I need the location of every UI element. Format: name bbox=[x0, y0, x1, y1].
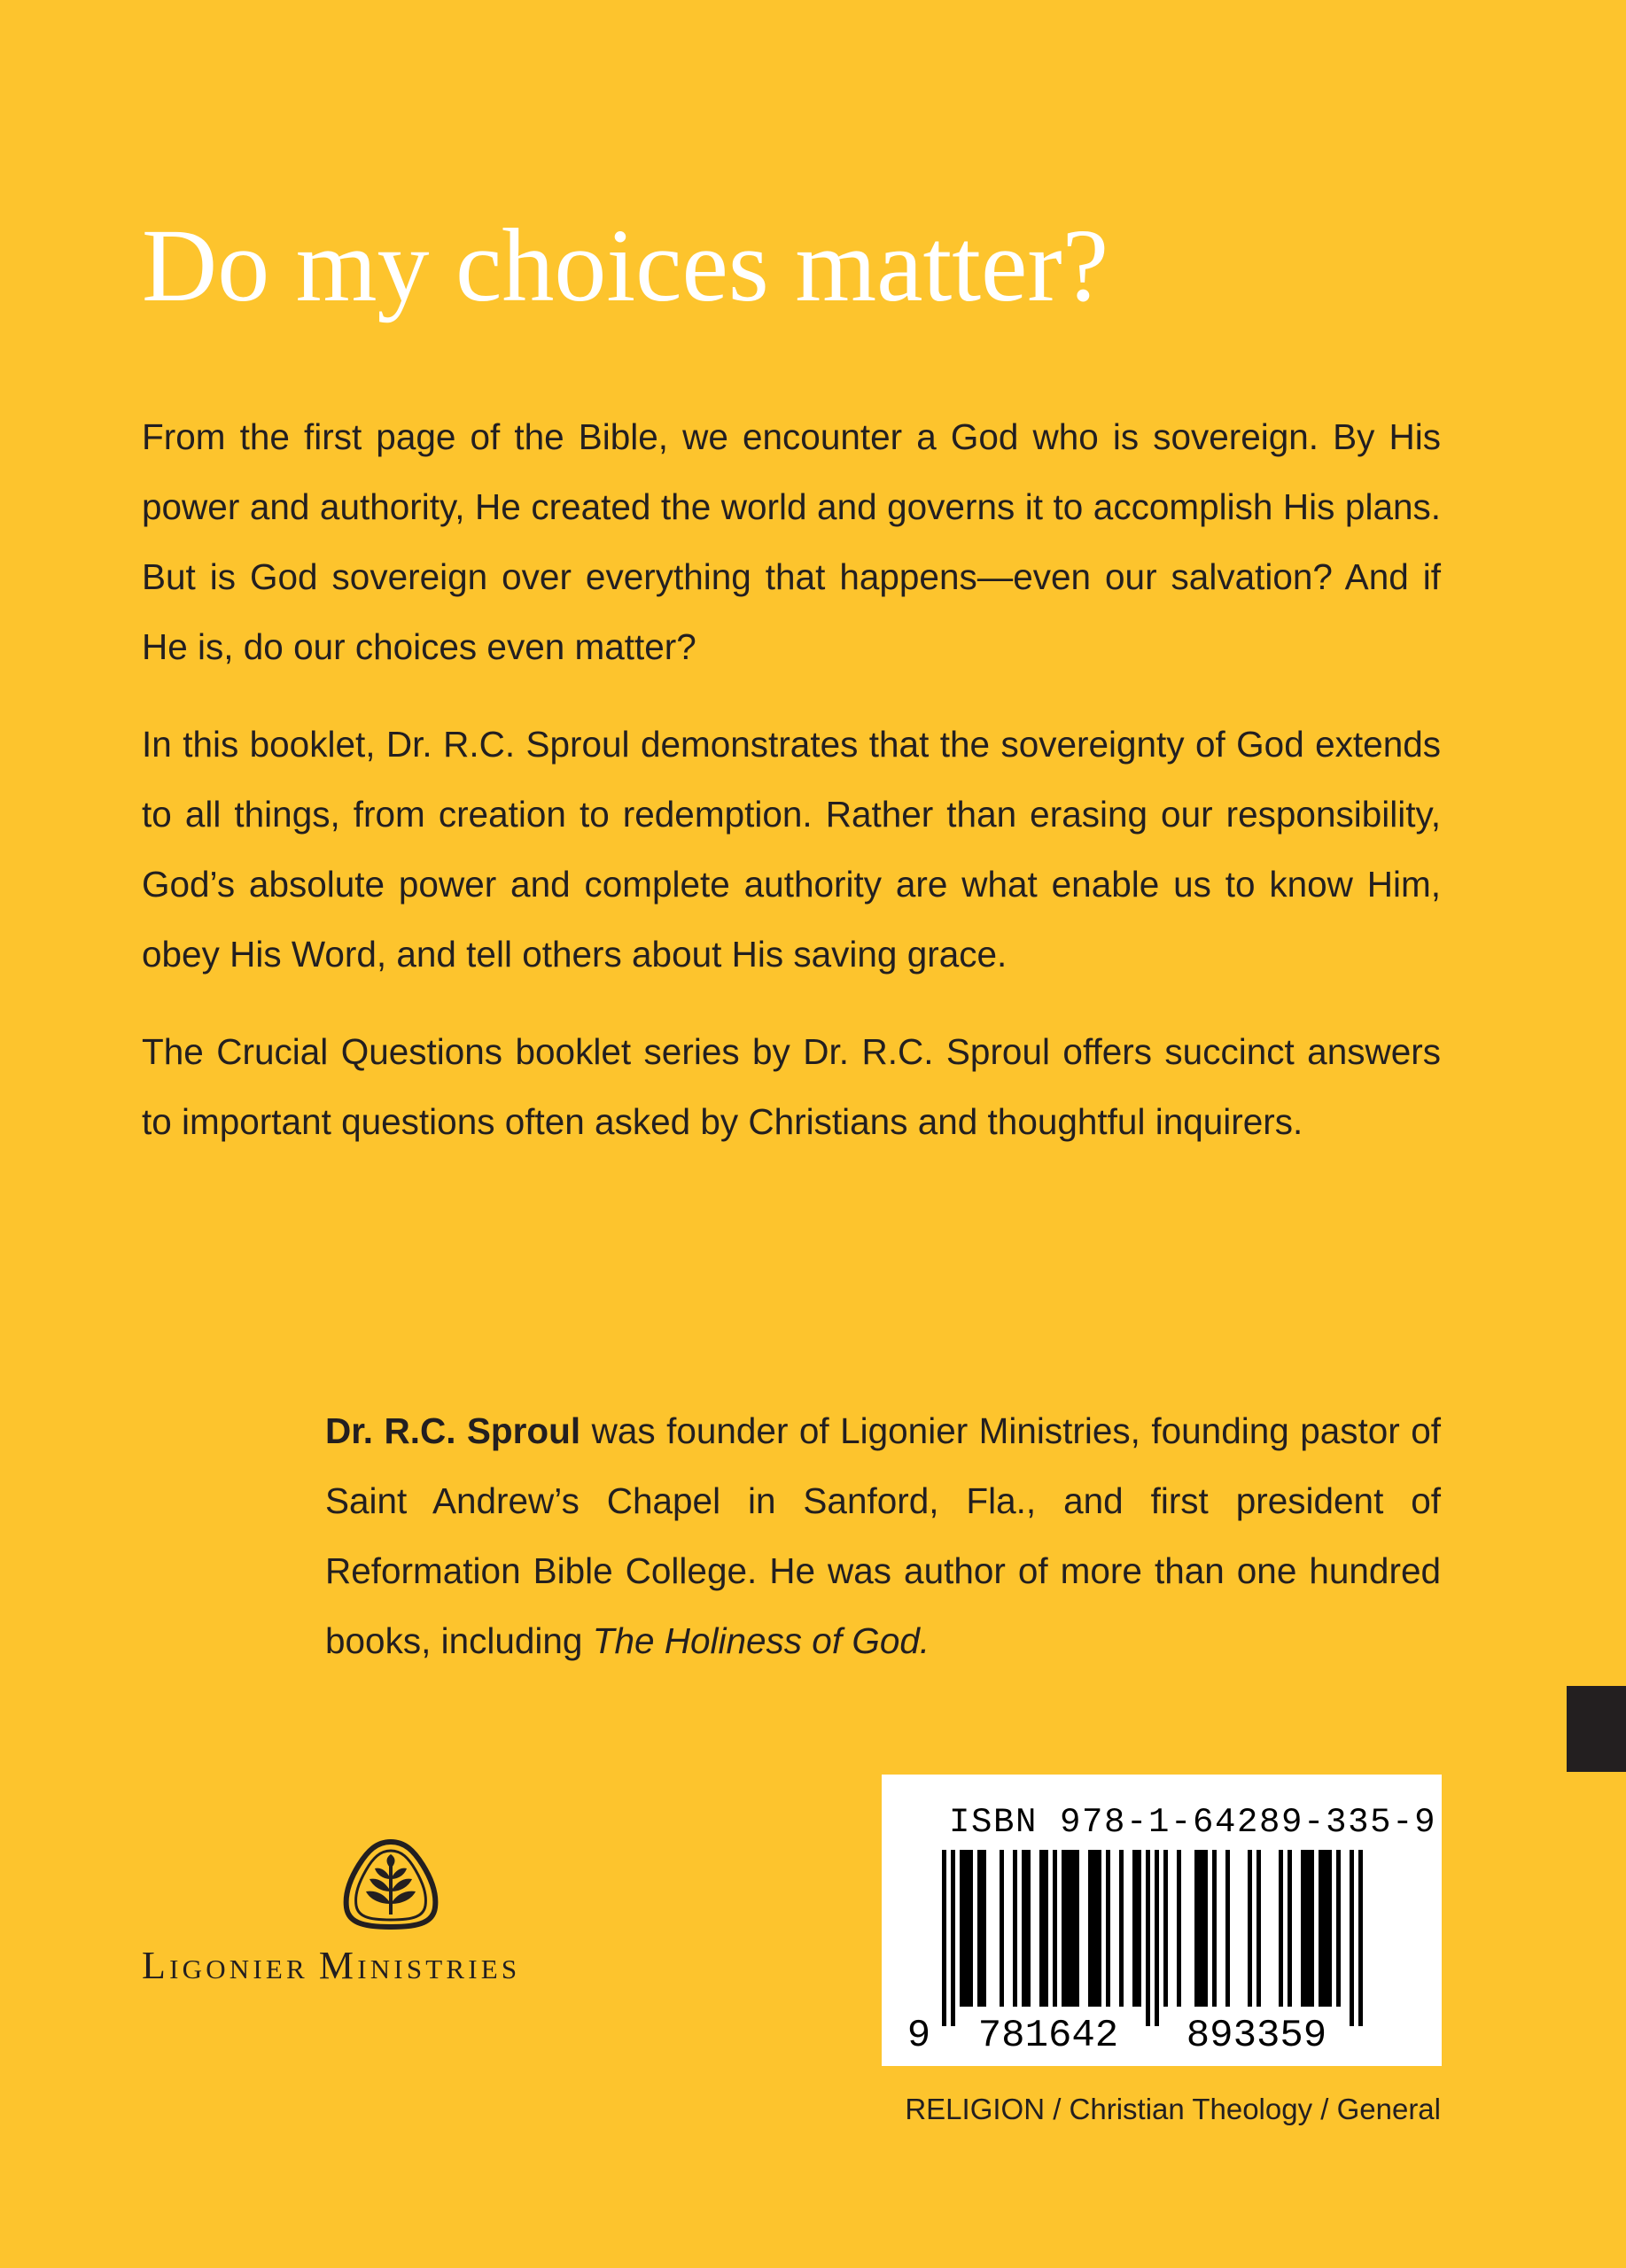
barcode-bar bbox=[1301, 1850, 1305, 2007]
publisher-name bbox=[142, 1943, 647, 1988]
barcode-bar bbox=[1106, 1850, 1110, 2007]
isbn-label: ISBN 978-1-64289-335-9 bbox=[949, 1803, 1437, 1842]
barcode-bar bbox=[1194, 1850, 1199, 2007]
barcode-bar bbox=[1066, 1850, 1070, 2007]
publisher-name-rest: INISTRIES bbox=[357, 1953, 521, 1984]
barcode-guard-bar bbox=[1146, 1850, 1150, 2026]
barcode-bar bbox=[964, 1850, 969, 2007]
edge-tab-mark bbox=[1567, 1686, 1626, 1772]
author-bio bbox=[325, 1396, 1441, 1676]
barcode-guard-bar bbox=[1358, 1850, 1363, 2026]
author-book-title: The Holiness of God. bbox=[592, 1620, 930, 1661]
barcode-bar bbox=[1256, 1850, 1261, 2007]
description-paragraph: From the first page of the Bible, we encounter a God who is sovereign. By His power and authority, He created the world and governs it to accomplish His plans. But is God sovereign over everything that happens—even our salvation? And if He is, do our choices even matter? bbox=[142, 416, 1441, 667]
barcode-digits-left: 781642 bbox=[977, 2014, 1119, 2058]
barcode-bar bbox=[1319, 1850, 1323, 2007]
barcode-bar bbox=[969, 1850, 973, 2007]
barcode-guard-bar bbox=[1350, 1850, 1354, 2026]
barcode-bar bbox=[1075, 1850, 1079, 2007]
barcode-bar bbox=[1279, 1850, 1283, 2007]
barcode-guard-bar bbox=[942, 1850, 946, 2026]
tree-in-shield-icon bbox=[341, 1838, 440, 1930]
barcode-digit-lead: 9 bbox=[906, 2014, 931, 2058]
barcode-bar bbox=[1026, 1850, 1031, 2007]
barcode-bar bbox=[1336, 1850, 1341, 2007]
publisher-name-initial: L bbox=[142, 1944, 170, 1987]
description-paragraph: In this booklet, Dr. R.C. Sproul demonstrates that the sovereignty of God extends to all things, from creation to redemption. Rather than erasing our responsibility, God’s absolute power and complete authority are what enable us to know Him, obey His Word, and tell others about His saving grace. bbox=[142, 724, 1441, 975]
barcode-bar bbox=[1305, 1850, 1310, 2007]
description bbox=[142, 402, 1441, 1184]
barcode-guard-bar bbox=[1155, 1850, 1159, 2026]
barcode-bar bbox=[1088, 1850, 1093, 2007]
description-paragraph: The Crucial Questions booklet series by Dr. R.C. Sproul offers succinct answers to important questions often asked by Christians and thoughtful inquirers. bbox=[142, 1031, 1441, 1142]
barcode-bar bbox=[1097, 1850, 1101, 2007]
barcode-bar bbox=[1310, 1850, 1314, 2007]
barcode-guard-bar bbox=[951, 1850, 955, 2026]
author-name: Dr. R.C. Sproul bbox=[325, 1410, 581, 1451]
barcode-bar bbox=[960, 1850, 964, 2007]
barcode-bar bbox=[977, 1850, 982, 2007]
publisher-name-initial: M bbox=[318, 1944, 358, 1987]
barcode-bar bbox=[1199, 1850, 1203, 2007]
barcode-bar bbox=[1070, 1850, 1075, 2007]
publisher-name-rest: IGONIER bbox=[169, 1953, 308, 1984]
barcode-bar bbox=[1093, 1850, 1097, 2007]
barcode-bar bbox=[982, 1850, 986, 2007]
barcode-bar bbox=[1000, 1850, 1004, 2007]
headline: Do my choices matter? bbox=[142, 207, 1109, 323]
author-bio-text: was founder of Ligonier Ministries, founding pastor of Saint Andrew’s Chapel in Sanford, Fla., and first president of Reformation Bible College. He was author of more than one hundred books, including bbox=[325, 1410, 1441, 1661]
barcode-bar bbox=[1248, 1850, 1252, 2007]
category-label: RELIGION / Christian Theology / General bbox=[905, 2093, 1441, 2125]
barcode bbox=[882, 1775, 1442, 2066]
barcode-bar bbox=[1132, 1850, 1137, 2007]
barcode-box bbox=[882, 1775, 1442, 2066]
barcode-bar bbox=[1062, 1850, 1066, 2007]
barcode-bar bbox=[1163, 1850, 1168, 2007]
barcode-bar bbox=[1013, 1850, 1017, 2007]
barcode-bar bbox=[1323, 1850, 1327, 2007]
barcode-bar bbox=[1288, 1850, 1292, 2007]
barcode-bar bbox=[1212, 1850, 1217, 2007]
barcode-bar bbox=[1203, 1850, 1208, 2007]
barcode-bar bbox=[1137, 1850, 1141, 2007]
barcode-bar bbox=[1039, 1850, 1044, 2007]
barcode-bar bbox=[1119, 1850, 1124, 2007]
barcode-bar bbox=[1225, 1850, 1230, 2007]
barcode-bar bbox=[1022, 1850, 1026, 2007]
barcode-bar bbox=[1053, 1850, 1057, 2007]
barcode-bar bbox=[1177, 1850, 1181, 2007]
publisher-logo bbox=[142, 1838, 647, 1998]
barcode-digits-right: 893359 bbox=[1186, 2014, 1327, 2058]
barcode-bar bbox=[1044, 1850, 1048, 2007]
barcode-bar bbox=[1327, 1850, 1332, 2007]
